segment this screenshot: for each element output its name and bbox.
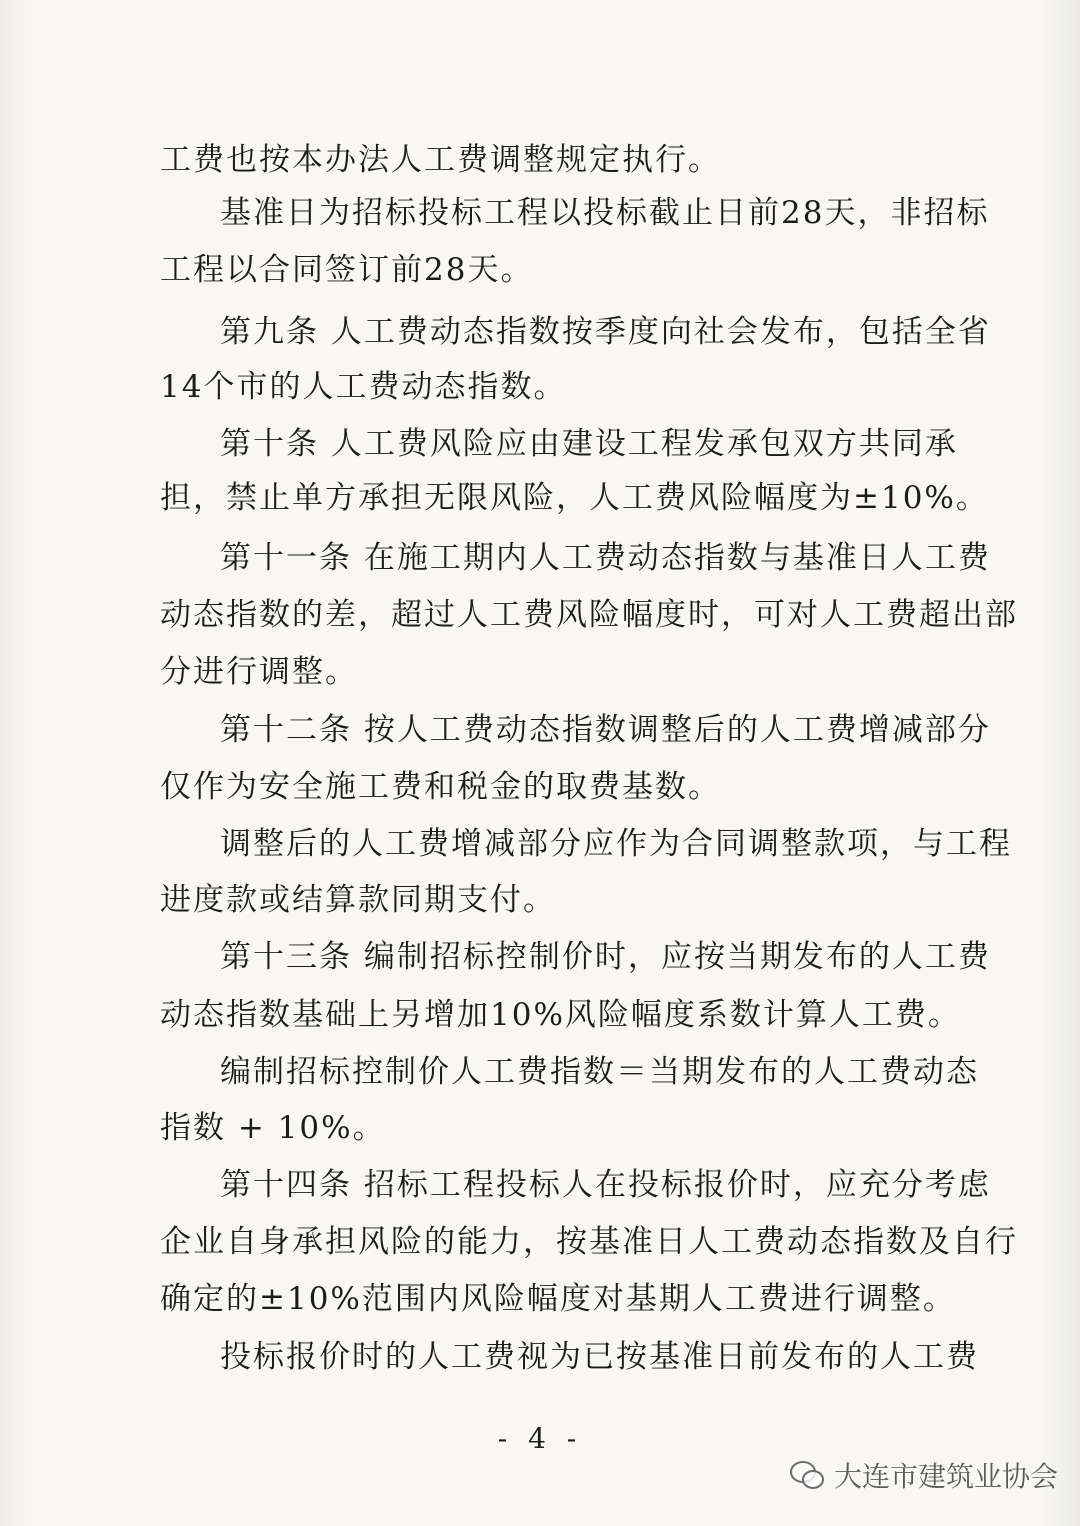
text-line: 第十三条 编制招标控制价时，应按当期发布的人工费 — [220, 939, 991, 975]
text-line: 分进行调整。 — [160, 654, 358, 690]
text-line: 指数 + 10%。 — [160, 1110, 386, 1146]
wechat-watermark — [790, 1455, 1058, 1495]
text-line: 投标报价时的人工费视为已按基准日前发布的人工费 — [220, 1339, 979, 1375]
text-line: 第十二条 按人工费动态指数调整后的人工费增减部分 — [220, 712, 991, 748]
text-line: 进度款或结算款同期支付。 — [160, 882, 556, 918]
text-line: 工程以合同签订前28天。 — [160, 252, 534, 288]
watermark-text: 大连市建筑业协会 — [834, 1460, 1059, 1493]
text-line: 确定的±10%范围内风险幅度对基期人工费进行调整。 — [160, 1281, 956, 1317]
text-line: 第十一条 在施工期内人工费动态指数与基准日人工费 — [220, 540, 991, 576]
text-line: 担，禁止单方承担无限风险，人工费风险幅度为±10%。 — [160, 480, 989, 516]
text-line: 仅作为安全施工费和税金的取费基数。 — [160, 769, 721, 805]
wechat-icon — [790, 1461, 824, 1489]
text-line: 14个市的人工费动态指数。 — [160, 369, 567, 405]
text-line: 第十条 人工费风险应由建设工程发承包双方共同承 — [220, 426, 958, 462]
page-number: - 4 - — [497, 1422, 583, 1455]
text-line: 动态指数基础上另增加10%风险幅度系数计算人工费。 — [160, 997, 961, 1033]
text-line: 动态指数的差，超过人工费风险幅度时，可对人工费超出部 — [160, 597, 1018, 633]
text-line: 基准日为招标投标工程以投标截止日前28天，非招标 — [220, 195, 990, 231]
text-line: 第十四条 招标工程投标人在投标报价时，应充分考虑 — [220, 1167, 991, 1203]
text-line: 企业自身承担风险的能力，按基准日人工费动态指数及自行 — [160, 1224, 1018, 1260]
text-line: 工费也按本办法人工费调整规定执行。 — [160, 142, 721, 178]
text-line: 编制招标控制价人工费指数＝当期发布的人工费动态 — [220, 1054, 979, 1090]
text-line: 调整后的人工费增减部分应作为合同调整款项，与工程 — [220, 826, 1012, 862]
text-line: 第九条 人工费动态指数按季度向社会发布，包括全省 — [220, 314, 991, 350]
